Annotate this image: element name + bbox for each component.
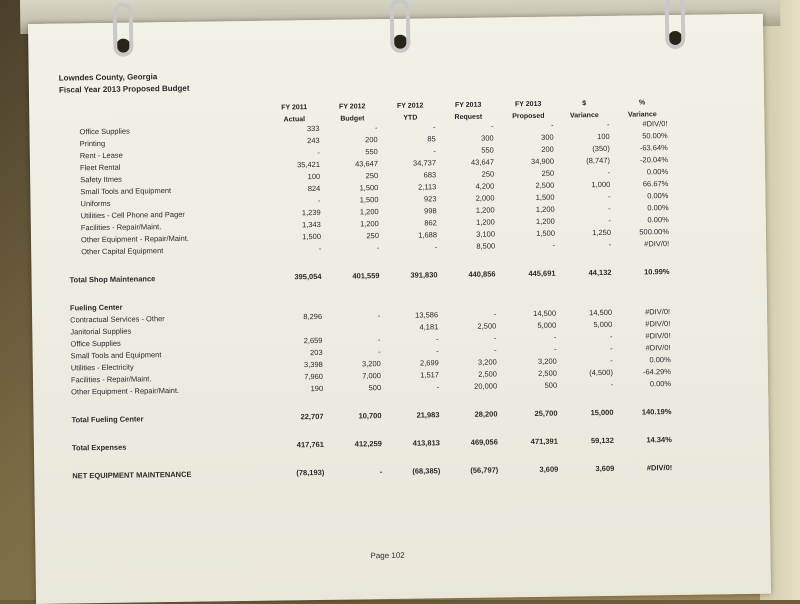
- total-row: [32, 266, 767, 288]
- cell-value: 50.00%: [642, 131, 668, 141]
- column-header-top: FY 2011: [281, 104, 308, 112]
- row-label: Total Fueling Center: [71, 414, 144, 425]
- cell-value: 1,500: [535, 192, 555, 202]
- column-header: [264, 102, 324, 127]
- cell-value: 413,813: [412, 438, 440, 448]
- cell-value: 0.00%: [646, 167, 669, 177]
- cell-value: 300: [481, 133, 494, 143]
- cell-value: #DIV/0!: [646, 463, 673, 473]
- cell-value: 140.19%: [641, 407, 672, 417]
- cell-value: 3,609: [595, 463, 615, 474]
- column-header-bottom: Actual: [283, 116, 306, 124]
- row-label: Utilities - Cell Phone and Pager: [80, 209, 185, 221]
- cell-value: 3,398: [303, 359, 323, 370]
- cell-value: 8,296: [303, 311, 323, 322]
- cell-value: 500: [368, 383, 382, 393]
- cell-value: -64.29%: [642, 367, 671, 377]
- cell-value: 1,200: [535, 204, 555, 214]
- row-label: Other Equipment - Repair/Maint.: [80, 233, 190, 245]
- cell-value: 250: [481, 169, 495, 179]
- row-label: Small Tools and Equipment: [80, 186, 172, 197]
- cell-value: (78,193): [296, 467, 325, 478]
- cell-value: 4,181: [419, 322, 439, 332]
- row-label: Fueling Center: [69, 302, 123, 313]
- cell-value: 1,200: [535, 216, 555, 226]
- cell-value: -: [494, 345, 497, 355]
- cell-value: 0.00%: [647, 215, 669, 225]
- cell-value: 0.00%: [647, 191, 669, 201]
- cell-value: 683: [423, 170, 437, 180]
- cell-value: 4,200: [475, 181, 495, 191]
- cell-value: 1,500: [359, 195, 379, 205]
- column-header-bottom: Proposed: [512, 112, 545, 121]
- cell-value: -: [550, 120, 554, 130]
- cell-value: 44,132: [588, 267, 612, 278]
- cell-value: 300: [541, 132, 554, 142]
- cell-value: (350): [592, 143, 610, 154]
- cell-value: #DIV/0!: [645, 331, 671, 341]
- cell-value: 500: [544, 380, 558, 390]
- row-label: Office Supplies: [79, 126, 130, 137]
- row-label: Other Capital Equipment: [81, 246, 164, 257]
- cell-value: 1,250: [592, 227, 612, 238]
- cell-value: 2,699: [419, 358, 439, 368]
- cell-value: 43,647: [470, 157, 495, 167]
- cell-value: 471,391: [530, 436, 558, 447]
- cell-value: -: [435, 334, 439, 344]
- cell-value: 43,647: [354, 159, 379, 169]
- cell-value: 10.99%: [644, 267, 670, 277]
- column-header-top: FY 2013: [514, 100, 542, 109]
- cell-value: 13,586: [415, 310, 439, 320]
- cell-value: -: [610, 355, 613, 365]
- cell-value: 1,000: [591, 179, 611, 190]
- row-label: Fleet Rental: [79, 162, 121, 173]
- cell-value: 250: [365, 171, 379, 181]
- cell-value: 34,900: [530, 156, 555, 166]
- budget-page: [28, 14, 771, 604]
- cell-value: 998: [424, 206, 437, 216]
- cell-value: 34,737: [412, 158, 437, 168]
- total-row: [34, 462, 769, 484]
- cell-value: (68,385): [412, 466, 441, 476]
- row-label: NET EQUIPMENT MAINTENANCE: [72, 469, 192, 481]
- row-label: Contractual Services - Other: [70, 314, 165, 325]
- cell-value: 66.67%: [642, 179, 669, 189]
- row-label: Rent - Lease: [79, 150, 123, 161]
- cell-value: -: [376, 243, 380, 253]
- cell-value: 59,132: [590, 435, 614, 446]
- cell-value: 0.00%: [647, 203, 669, 213]
- document-subtitle: Fiscal Year 2013 Proposed Budget: [58, 83, 190, 95]
- cell-value: 1,200: [475, 205, 495, 215]
- cell-value: -: [606, 119, 610, 129]
- cell-value: 2,500: [538, 368, 557, 378]
- cell-value: -: [432, 122, 436, 132]
- column-header-top: FY 2013: [454, 101, 482, 110]
- cell-value: 1,239: [301, 207, 321, 218]
- cell-value: 2,000: [475, 193, 495, 203]
- cell-value: -: [610, 379, 614, 389]
- cell-value: 1,200: [359, 219, 379, 229]
- cell-value: 22,707: [300, 411, 324, 422]
- cell-value: 7,000: [362, 371, 382, 381]
- cell-value: 243: [307, 135, 320, 146]
- column-header: [438, 99, 498, 124]
- cell-value: -20.04%: [639, 155, 669, 165]
- cell-value: 10,700: [358, 411, 382, 421]
- cell-value: 412,259: [354, 439, 382, 449]
- cell-value: 14,500: [589, 307, 613, 318]
- row-label: Total Shop Maintenance: [69, 274, 156, 285]
- cell-value: -: [377, 335, 381, 345]
- cell-value: 14,500: [533, 308, 557, 318]
- cell-value: 2,500: [478, 369, 497, 379]
- column-header-bottom: Request: [454, 113, 483, 122]
- row-label: Safety Itmes: [80, 174, 122, 185]
- cell-value: 28,200: [474, 409, 498, 419]
- cell-value: 3,200: [537, 356, 557, 366]
- cell-value: -: [609, 331, 613, 341]
- cell-value: 923: [423, 194, 437, 204]
- cell-value: -: [436, 346, 439, 356]
- cell-value: 15,000: [590, 407, 614, 418]
- cell-value: 2,659: [303, 335, 323, 346]
- cell-value: 5,000: [593, 319, 613, 330]
- cell-value: -: [607, 167, 611, 177]
- cell-value: -: [434, 242, 438, 252]
- cell-value: 2,500: [535, 180, 555, 190]
- cell-value: -: [490, 121, 494, 131]
- cell-value: -: [317, 195, 321, 205]
- cell-value: (56,797): [470, 465, 499, 475]
- row-label: Janitorial Supplies: [70, 326, 132, 337]
- cell-value: 8,500: [476, 241, 496, 251]
- cell-value: 391,830: [410, 270, 438, 280]
- cell-value: 14.34%: [646, 435, 672, 445]
- cell-value: 2,113: [418, 182, 437, 192]
- column-header-top: FY 2012: [396, 102, 424, 110]
- cell-value: 1,688: [418, 230, 438, 240]
- cell-value: 20,000: [474, 381, 498, 391]
- cell-value: 550: [481, 145, 494, 155]
- cell-value: #DIV/0!: [645, 343, 671, 353]
- binder-ring: [665, 0, 686, 49]
- column-header-bottom: YTD: [403, 114, 418, 122]
- column-header-top: $: [582, 100, 587, 108]
- cell-value: 100: [597, 131, 610, 142]
- cell-value: -: [318, 243, 322, 253]
- cell-value: 1,517: [420, 370, 440, 380]
- cell-value: 469,056: [470, 437, 498, 447]
- binder-ring: [390, 0, 411, 53]
- cell-value: 401,559: [352, 271, 380, 281]
- cell-value: (4,500): [589, 367, 613, 378]
- cell-value: 190: [310, 383, 324, 394]
- row-label: Utilities - Electricity: [70, 362, 134, 373]
- cell-value: -: [608, 215, 611, 225]
- cell-value: -: [433, 146, 436, 156]
- binder-ring: [113, 3, 134, 57]
- cell-value: -: [493, 309, 497, 319]
- cell-value: 862: [424, 218, 437, 228]
- cell-value: 2,500: [477, 321, 497, 331]
- column-header-bottom: Budget: [340, 115, 365, 123]
- column-header-bottom: Variance: [569, 112, 599, 120]
- row-label: Other Equipment - Repair/Maint.: [71, 385, 180, 397]
- cell-value: 3,200: [477, 357, 497, 367]
- row-label: Facilities - Repair/Maint.: [70, 374, 152, 385]
- cell-value: #DIV/0!: [645, 307, 671, 317]
- row-label: Printing: [79, 138, 106, 149]
- cell-value: 395,054: [294, 271, 322, 282]
- cell-value: 0.00%: [649, 379, 672, 389]
- cell-value: -: [610, 343, 613, 353]
- cell-value: 85: [427, 134, 436, 144]
- cell-value: 250: [366, 231, 380, 241]
- cell-value: 500.00%: [639, 227, 670, 237]
- cell-value: 1,200: [359, 207, 379, 217]
- cell-value: #DIV/0!: [644, 239, 670, 249]
- row-label: Office Supplies: [70, 338, 121, 349]
- cell-value: #DIV/0!: [642, 119, 668, 129]
- cell-value: -: [493, 333, 497, 343]
- cell-value: 1,200: [475, 217, 495, 227]
- cell-value: 203: [310, 347, 323, 358]
- column-header: [554, 98, 614, 123]
- column-header-bottom: Variance: [627, 111, 657, 119]
- cell-value: 3,609: [539, 464, 559, 474]
- cell-value: 1,500: [536, 228, 556, 238]
- cell-value: 250: [541, 168, 555, 178]
- page-number: Page 102: [370, 550, 405, 561]
- column-header: [322, 101, 382, 126]
- cell-value: #DIV/0!: [645, 319, 671, 329]
- cell-value: -: [377, 311, 381, 321]
- cell-value: -63.64%: [639, 143, 668, 153]
- cell-value: -: [436, 382, 440, 392]
- cell-value: 1,500: [359, 183, 379, 193]
- cell-value: 25,700: [534, 408, 558, 418]
- cell-value: -: [608, 239, 612, 249]
- cell-value: -: [608, 203, 611, 213]
- cell-value: -: [607, 191, 611, 201]
- cell-value: 5,000: [537, 320, 557, 330]
- cell-value: -: [379, 467, 383, 477]
- cell-value: (8,747): [586, 155, 611, 166]
- cell-value: 440,856: [468, 269, 496, 279]
- row-label: Facilities - Repair/Maint.: [80, 222, 162, 233]
- cell-value: 7,960: [304, 371, 324, 382]
- cell-value: 200: [365, 135, 378, 145]
- column-header: [498, 99, 558, 124]
- cell-value: 21,983: [416, 410, 440, 420]
- column-header: [380, 100, 440, 125]
- cell-value: 1,343: [301, 219, 321, 230]
- cell-value: 445,691: [528, 268, 556, 279]
- cell-value: 200: [541, 144, 554, 154]
- cell-value: 0.00%: [649, 355, 671, 365]
- cell-value: 824: [307, 183, 321, 194]
- column-header: [612, 97, 672, 122]
- cell-value: -: [553, 332, 557, 342]
- cell-value: 35,421: [296, 159, 321, 170]
- org-title: Lowndes County, Georgia: [58, 72, 158, 83]
- cell-value: -: [317, 147, 320, 157]
- cell-value: 417,761: [296, 439, 324, 450]
- cell-value: 3,200: [361, 359, 381, 369]
- total-row: [33, 406, 768, 428]
- cell-value: -: [554, 344, 557, 354]
- row-label: Total Expenses: [71, 442, 127, 453]
- cell-value: 550: [365, 147, 378, 157]
- cell-value: 333: [306, 123, 320, 134]
- cell-value: 3,100: [476, 229, 496, 239]
- column-header-top: FY 2012: [338, 103, 366, 111]
- cell-value: -: [374, 123, 378, 133]
- cell-value: -: [378, 347, 381, 357]
- row-label: Uniforms: [80, 198, 111, 209]
- column-header-top: %: [638, 99, 646, 107]
- total-row: [34, 434, 769, 456]
- cell-value: 1,500: [302, 231, 322, 242]
- cell-value: 100: [307, 171, 321, 182]
- cell-value: -: [552, 240, 556, 250]
- row-label: Small Tools and Equipment: [70, 350, 162, 361]
